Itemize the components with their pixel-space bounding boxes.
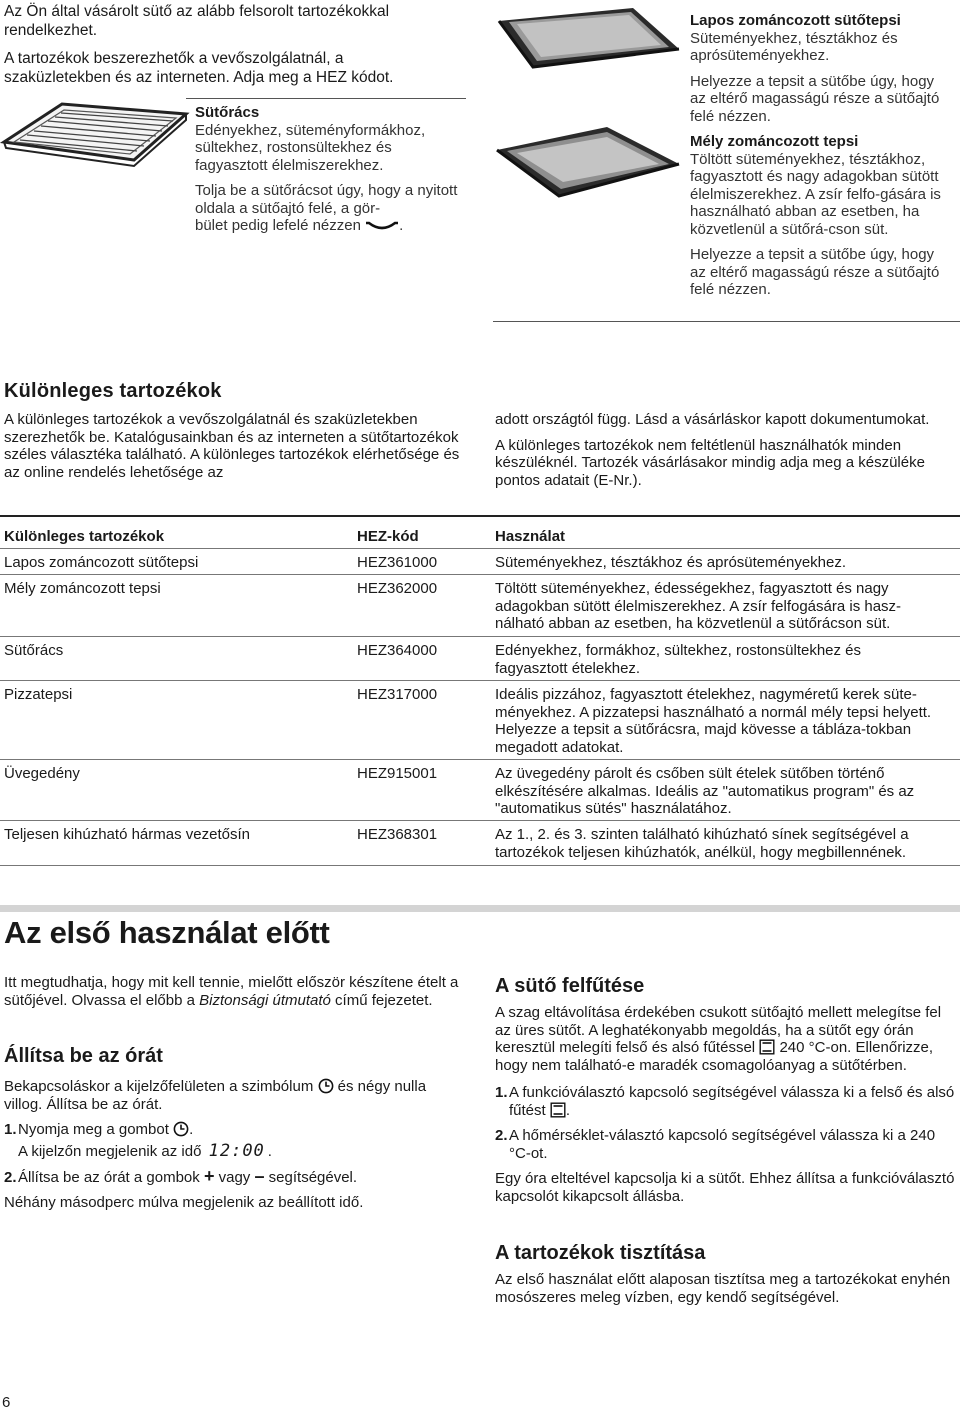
clock-text <box>4 1078 464 1113</box>
clock-steps <box>4 1121 464 1187</box>
heating-step-1-end: . <box>565 1101 571 1119</box>
clock-heading: Állítsa be az órát <box>4 1045 163 1067</box>
deep-tray-title: Mély zománcozott tepsi <box>690 133 859 150</box>
intro-line-2: A tartozékok beszerezhetők a vevőszolgálatnál, a szaküzletekben és az interneten. Adja meg a HEZ kódot. <box>4 50 394 86</box>
safety-guide-ref: Biztonsági útmutató <box>199 991 331 1009</box>
table-row-rule <box>0 820 960 821</box>
table-row-rule <box>0 636 960 637</box>
special-right-text-1: adott országtól függ. Lásd a vásárláskor kapott dokumentumokat. <box>495 411 930 428</box>
table-bottom-rule <box>0 865 960 866</box>
heating-text <box>495 1004 955 1074</box>
intro-block <box>4 2 424 87</box>
heating-steps <box>495 1084 955 1162</box>
curve-down-icon <box>365 219 399 233</box>
clock-step-1-text: Nyomja meg a gombot <box>18 1121 169 1138</box>
heating-heading: A sütő felfűtése <box>495 975 645 997</box>
heating-block <box>495 1004 955 1205</box>
first-use-intro-a: Itt megtudhatja, hogy mit kell tennie, mielőtt először készítene ételt a sütőjével. Olvassa el előbb a <box>4 974 459 1009</box>
special-right-text <box>495 411 950 489</box>
flat-tray-title: Lapos zománcozott sütőtepsi <box>690 12 901 29</box>
table-cell-code: HEZ361000 <box>357 554 438 571</box>
flat-tray-desc: Süteményekhez, tésztákhoz és aprósüteményekhez. <box>690 29 898 64</box>
clock-text-a: Bekapcsoláskor a kijelzőfelületen a szimbólum <box>4 1078 314 1095</box>
table-cell-code: HEZ368301 <box>357 826 438 843</box>
clock-step-1-sub-text: A kijelzőn megjelenik az idő <box>18 1142 202 1160</box>
first-use-heading: Az első használat előtt <box>4 915 330 950</box>
plus-icon: + <box>203 1166 215 1186</box>
table-cell-name: Lapos zománcozott sütőtepsi <box>4 554 199 571</box>
clock-step-2-mid: vagy <box>218 1169 251 1186</box>
table-cell-code: HEZ317000 <box>357 686 438 703</box>
display-time: 12:00 <box>208 1140 265 1161</box>
special-heading: Különleges tartozékok <box>4 380 222 402</box>
rack-instruction-end: . <box>399 217 404 234</box>
table-row-rule <box>0 680 960 681</box>
cleaning-text: Az első használat előtt alaposan tisztítsa meg a tartozékokat enyhén mosószeres meleg vízben, egy kendő segítségével. <box>495 1271 951 1306</box>
table-cell-name: Mély zománcozott tepsi <box>4 580 161 597</box>
clock-step-2-text: Állítsa be az órát a gombok <box>18 1169 200 1186</box>
flat-baking-tray-illustration <box>493 5 683 71</box>
step-number: 2. <box>495 1127 508 1144</box>
top-bottom-heat-icon <box>759 1039 775 1055</box>
table-header-code: HEZ-kód <box>357 528 419 545</box>
step-number: 1. <box>495 1084 508 1101</box>
clock-step-1-sub-end: . <box>267 1142 272 1160</box>
heating-step-1-text: A funkcióválasztó kapcsoló segítségével válassza ki a felső és alsó fűtést <box>509 1084 955 1119</box>
first-use-intro <box>4 974 464 1009</box>
table-cell-usage: Edényekhez, formákhoz, sültekhez, rostonsültekhez és fagyasztott ételekhez. <box>495 642 862 677</box>
clock-icon <box>318 1078 334 1094</box>
rack-instruction-b: bület pedig lefelé nézzen <box>195 217 361 234</box>
table-header-rule <box>0 548 960 549</box>
table-cell-usage: Süteményekhez, tésztákhoz és aprósüteményekhez. <box>495 554 847 571</box>
heating-text-b: 240 °C-on. Ellenőrizze, hogy nem található-e maradék csomagolóanyag a sütőtérben. <box>495 1039 934 1074</box>
heating-text-a: A szag eltávolítása érdekében csukott sütőajtó mellett melegítse fel az üres sütőt. A leghatékonyabb megoldás, ha a sütőt egy órán keresztül melegíti felső és alsó fűtéssel <box>495 1004 942 1056</box>
clock-step-2 <box>4 1168 464 1187</box>
deep-baking-tray-illustration <box>493 124 683 200</box>
heating-after: Egy óra elteltével kapcsolja ki a sütőt. Ehhez állítsa a funkcióválasztó kapcsolót kikapcsolt állásba. <box>495 1170 955 1205</box>
table-cell-name: Sütőrács <box>4 642 64 659</box>
special-right-text-2: A különleges tartozékok nem feltétlenül használhatók minden készüléknél. Tartozék vásárlásakor mindig adja meg a készüléke pontos adatait (E-Nr.). <box>495 436 925 489</box>
special-left-text: A különleges tartozékok a vevőszolgálatnál és szaküzletekben szerezhetők be. Katalógusainkban és az interneten a sütőtartozékok széles választéka található. A különleges tartozékok elérhetősége és az online rendelés lehetősége az <box>4 411 460 481</box>
table-cell-usage: Az 1., 2. és 3. szinten található kihúzható sínek segítségével a tartozékok teljesen kihúzhatók, anélkül, hogy megbillennének. <box>495 826 909 861</box>
section-band <box>0 905 960 912</box>
table-row-rule <box>0 574 960 575</box>
minus-icon: – <box>254 1166 265 1186</box>
clock-block <box>4 1078 464 1211</box>
clock-icon <box>173 1121 189 1137</box>
step-number: 1. <box>4 1121 17 1138</box>
deep-tray-instruction: Helyezze a tepsit a sütőbe úgy, hogy az eltérő magasságú része a sütőajtó felé nézzen. <box>690 246 940 298</box>
tray-block <box>690 12 952 299</box>
table-cell-usage: Töltött süteményekhez, édességekhez, fagyasztott és nagy adagokban sütött élelmiszerekhez. A zsír felfogására is hasz-nálható abban az esetben, ha közvetlenül a sütőrácson süt. <box>495 580 902 632</box>
rack-title: Sütőrács <box>195 104 260 121</box>
top-bottom-heat-icon <box>550 1102 566 1118</box>
divider-rack <box>186 98 466 99</box>
table-header-accessory: Különleges tartozékok <box>4 528 165 545</box>
rack-desc: Edényekhez, süteményformákhoz, sültekhez, rostonsültekhez és fagyasztott élelmiszerekhez. <box>195 121 426 174</box>
oven-rack-illustration <box>0 100 190 170</box>
deep-tray-desc: Töltött süteményekhez, tésztákhoz, fagyasztott és nagy adagokban sütött élelmiszerekhez. A zsír felfo-gására is használható abban az esetben, ha közvetlenül a sütőrá-cson süt. <box>690 150 941 238</box>
table-row-rule <box>0 759 960 760</box>
rack-instruction <box>195 182 465 235</box>
heating-step-2-text: A hőmérséklet-választó kapcsoló segítségével válassza ki a 240 °C-ot. <box>509 1127 936 1162</box>
table-cell-name: Pizzatepsi <box>4 686 73 703</box>
table-header-usage: Használat <box>495 528 566 545</box>
divider-trays <box>493 321 960 322</box>
table-top-rule <box>0 515 960 517</box>
table-cell-name: Teljesen kihúzható hármas vezetősín <box>4 826 250 843</box>
cleaning-heading: A tartozékok tisztítása <box>495 1242 706 1264</box>
clock-note: Néhány másodperc múlva megjelenik az beállított idő. <box>4 1193 364 1211</box>
first-use-intro-b: című fejezetet. <box>330 991 433 1009</box>
clock-step-1-end: . <box>189 1121 194 1138</box>
heating-step-1 <box>495 1084 955 1119</box>
page-number: 6 <box>2 1394 11 1411</box>
table-cell-usage: Az üvegedény párolt és csőben sült ételek sütőben történő elkészítésére alkalmas. Ideális az "automatikus program" és az "automatikus sütés" használatához. <box>495 765 915 817</box>
clock-text-b: és négy nulla villog. Állítsa be az órát. <box>4 1078 427 1113</box>
rack-instruction-a: Tolja be a sütőrácsot úgy, hogy a nyitott oldala a sütőajtó felé, a gör- <box>195 182 458 217</box>
rack-block <box>195 104 465 235</box>
table-cell-name: Üvegedény <box>4 765 80 782</box>
table-cell-usage: Ideális pizzához, fagyasztott ételekhez, nagyméretű kerek süte-ményekhez. A pizzatepsi használható a normál mély tepsi helyett. Helyezze a tepsit a sütőrácsra, majd kövesse a tábláza-tokban megadott adatokat. <box>495 686 932 756</box>
flat-tray-instruction: Helyezze a tepsit a sütőbe úgy, hogy az eltérő magasságú része a sütőajtó felé nézzen. <box>690 72 940 125</box>
table-cell-code: HEZ915001 <box>357 765 438 782</box>
clock-step-1 <box>4 1121 464 1139</box>
intro-line-1: Az Ön által vásárolt sütő az alább felsorolt tartozékokkal rendelkezhet. <box>4 3 390 39</box>
table-cell-code: HEZ362000 <box>357 580 438 597</box>
table-cell-code: HEZ364000 <box>357 642 438 659</box>
clock-step-2-end: segítségével. <box>268 1169 358 1186</box>
clock-step-1-sub <box>4 1140 464 1161</box>
step-number: 2. <box>4 1169 17 1186</box>
heating-step-2 <box>495 1127 955 1162</box>
